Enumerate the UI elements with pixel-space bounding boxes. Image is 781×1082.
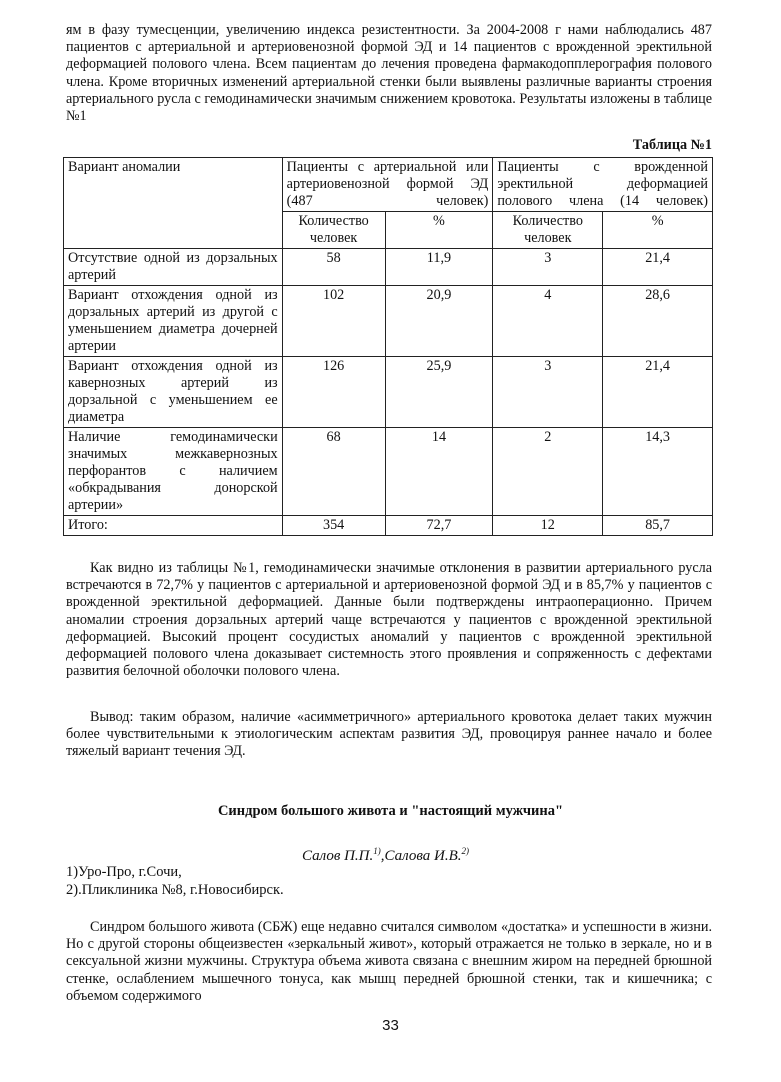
author-name: ,Салова И.В. (380, 848, 462, 864)
cell-percent-congenital: 21,4 (603, 249, 713, 286)
subheader-percent: % (603, 212, 713, 249)
row-label: Вариант отхождения одной из кавернозных артерий из дорзальной с уменьшением ее диаметра (64, 357, 283, 428)
affiliation: 1)Уро-Про, г.Сочи, (66, 864, 182, 880)
cell-percent-congenital: 21,4 (603, 357, 713, 428)
anomaly-table (63, 157, 713, 536)
total-percent-congenital: 85,7 (603, 516, 713, 536)
affiliation: 2).Пликлиника №8, г.Новосибирск. (66, 882, 284, 898)
table-row (64, 249, 713, 286)
cell-percent-arterial: 25,9 (385, 357, 493, 428)
table-total-row (64, 516, 713, 536)
total-count-congenital: 12 (493, 516, 603, 536)
author-name: Салов П.П. (302, 848, 374, 864)
cell-count-arterial: 126 (282, 357, 385, 428)
abstract-paragraph: Синдром большого живота (СБЖ) еще недавно считался символом «достатка» и успешности в жизни. Но с другой стороны общеизвестен «зеркальный живот», который отражается не только в зеркале, но и в сексуальной жизни мужчины. Структура объема живота связана с внешним жиром на передней брюшной стенке, ослаблением мышечного тонуса, как мышц передней брюшной стенки, так и кишечника; с объемом содержимого (66, 919, 712, 1004)
row-label: Наличие гемодинамически значимых межкавернозных перфорантов с наличием «обкрадывания донорской артерии» (64, 428, 283, 516)
intro-paragraph: ям в фазу тумесценции, увеличению индекса резистентности. За 2004-2008 г нами наблюдались 487 пациентов с артериальной и артериовенозной формой ЭД и 14 пациентов с врожденной эректильной деформацией полового члена. Всем пациентам до лечения проведена фармакодопплерография полового члена. Кроме вторичных изменений артериальной стенки были выявлены различные варианты строения артериального русла с гемодинамически значимым снижением кровотока. Результаты изложены в таблице №1 (66, 22, 712, 125)
cell-count-congenital: 3 (493, 357, 603, 428)
author-affiliation-mark: 1) (373, 846, 381, 856)
header-group-congenital: Пациенты с врожденной эректильной деформацией полового члена (14 человек) (493, 158, 713, 212)
page-number: 33 (382, 1017, 399, 1034)
total-count-arterial: 354 (282, 516, 385, 536)
cell-count-congenital: 4 (493, 286, 603, 357)
cell-count-arterial: 102 (282, 286, 385, 357)
header-group-arterial: Пациенты с артериальной или артериовенозной формой ЭД (487 человек) (282, 158, 493, 212)
table-row (64, 428, 713, 516)
cell-percent-arterial: 11,9 (385, 249, 493, 286)
table-row (64, 357, 713, 428)
header-variant: Вариант аномалии (64, 158, 283, 249)
cell-percent-congenital: 14,3 (603, 428, 713, 516)
results-paragraph: Как видно из таблицы №1, гемодинамически значимые отклонения в развитии артериального русла встречаются в 72,7% у пациентов с артериальной и артериовенозной формой ЭД и в 85,7% у пациентов с врожденной эректильной деформацией. Данные были подтверждены интраоперационно. Причем аномалии строения дорзальных артерий чаще встречаются у пациентов с врожденной эректильной деформацией. Высокий процент сосудистых аномалий у пациентов с врожденной эректильной деформацией полового члена доказывает системность этого проявления и сопряженность с дефектами развития белочной оболочки полового члена. (66, 560, 712, 680)
row-label: Отсутствие одной из дорзальных артерий (64, 249, 283, 286)
table-caption: Таблица №1 (632, 137, 712, 153)
article-title: Синдром большого живота и "настоящий мужчина" (217, 803, 564, 819)
cell-count-arterial: 58 (282, 249, 385, 286)
subheader-count: Количество человек (493, 212, 603, 249)
cell-count-arterial: 68 (282, 428, 385, 516)
cell-percent-congenital: 28,6 (603, 286, 713, 357)
cell-count-congenital: 3 (493, 249, 603, 286)
author-affiliation-mark: 2) (461, 846, 470, 856)
subheader-count: Количество человек (282, 212, 385, 249)
table-row (64, 286, 713, 357)
table-header-row (64, 158, 713, 212)
conclusion-paragraph: Вывод: таким образом, наличие «асимметричного» артериального кровотока делает таких мужчин более чувствительными к этиологическим аспектам развития ЭД, провоцируя раннее начало и более тяжелый вариант течения ЭД. (66, 709, 712, 760)
total-percent-arterial: 72,7 (385, 516, 493, 536)
article-authors (302, 846, 469, 865)
total-label: Итого: (64, 516, 283, 536)
subheader-percent: % (385, 212, 493, 249)
cell-percent-arterial: 14 (385, 428, 493, 516)
row-label: Вариант отхождения одной из дорзальных артерий из другой с уменьшением диаметра дочерней артерии (64, 286, 283, 357)
cell-count-congenital: 2 (493, 428, 603, 516)
cell-percent-arterial: 20,9 (385, 286, 493, 357)
